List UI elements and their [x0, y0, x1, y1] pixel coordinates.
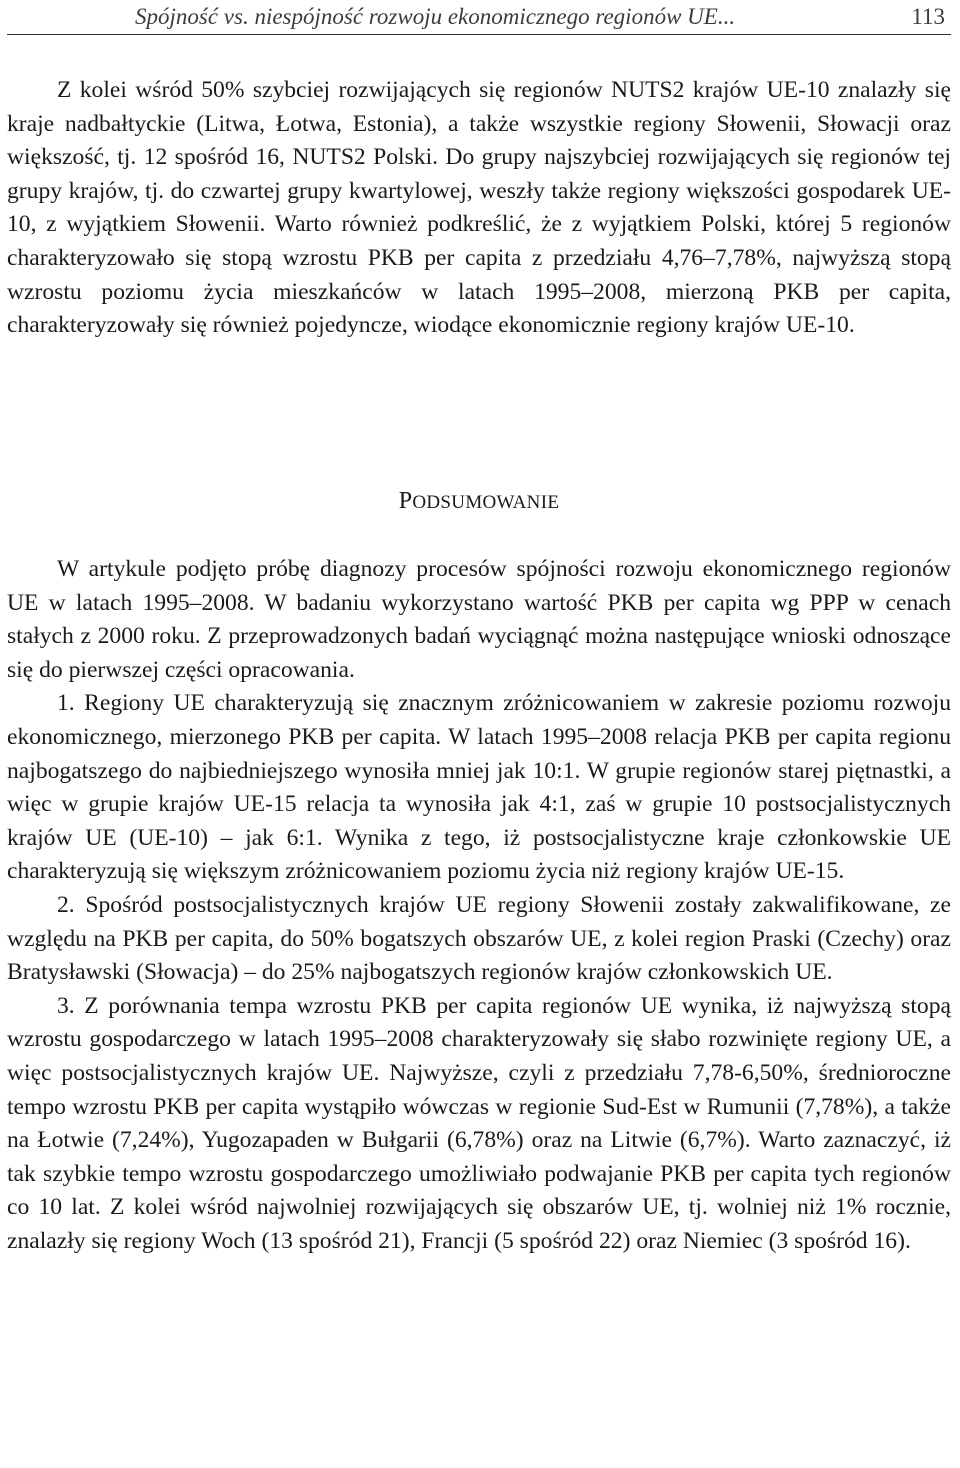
running-title: Spójność vs. niespójność rozwoju ekonomicznego regionów UE... [135, 4, 736, 29]
conclusion-1: 1. Regiony UE charakteryzują się znacznym zróżnicowaniem w zakresie poziomu rozwoju ekonomicznego, mierzonego PKB per capita. W latach 1995–2008 relacja PKB per capita regionu najbogatszego do najbiedniejszego wynosiła mniej jak 10:1. W grupie regionów starej piętnastki, a więc w grupie krajów UE-15 relacja ta wynosiła jak 4:1, zaś w grupie 10 postsocjalistycznych krajów UE (UE-10) – jak 6:1. Wynika z tego, iż postsocjalistyczne kraje członkowskie UE charakteryzują się większym zróżnicowaniem poziomu życia niż regiony krajów UE-15. [7, 690, 951, 885]
conclusion-3: 3. Z porównania tempa wzrostu PKB per capita regionów UE wynika, iż najwyższą stopą wzrostu gospodarczego w latach 1995–2008 charakteryzowały się słabo rozwinięte regiony UE, a więc postsocjalistycznych krajów UE. Najwyższe, czyli z przedziału 7,78-6,50%, średnioroczne tempo wzrostu PKB per capita wystąpiło wówczas w regionie Sud-Est w Rumunii (7,78%), a także na Łotwie (7,24%), Yugozapaden w Bułgarii (6,78%) oraz na Litwie (6,7%). Warto zaznaczyć, iż tak szybkie tempo wzrostu gospodarczego umożliwiało podwajanie PKB per capita tych regionów co 10 lat. Z kolei wśród najwolniej rozwijających się obszarów UE, tj. wolniej niż 1% rocznie, znalazły się regiony Woch (13 spośród 21), Francji (5 spośród 22) oraz Niemiec (3 spośród 16). [7, 992, 951, 1254]
summary-block [7, 553, 951, 1258]
section-heading-initial: P [398, 488, 413, 514]
section-heading [7, 488, 951, 515]
running-header [7, 0, 951, 35]
summary-paragraph: W artykule podjęto próbę diagnozy procesów spójności rozwoju ekonomicznego regionów UE w latach 1995–2008. W badaniu wykorzystano wartość PKB per capita wg PPP w cenach stałych z 2000 roku. Z przeprowadzonych badań wyciągnąć można następujące wnioski odnoszące się do pierwszej części opracowania. [7, 556, 951, 683]
conclusion-2: 2. Spośród postsocjalistycznych krajów UE regiony Słowenii zostały zakwalifikowane, ze względu na PKB per capita, do 50% bogatszych obszarów UE, z kolei region Praski (Czechy) oraz Bratysławski (Słowacja) – do 25% najbogatszych regionów krajów członkowskich UE. [7, 891, 951, 986]
section-heading-rest: ODSUMOWANIE [412, 492, 560, 513]
intro-paragraph: Z kolei wśród 50% szybciej rozwijających się regionów NUTS2 krajów UE-10 znalazły się kraje nadbałtyckie (Litwa, Łotwa, Estonia), a także wszystkie regiony Słowenii, Słowacji oraz większość, tj. 12 spośród 16, NUTS2 Polski. Do grupy najszybciej rozwijających się regionów tej grupy krajów, tj. do czwartej grupy kwartylowej, weszły także regiony większości gospodarek UE-10, z wyjątkiem Słowenii. Warto również podkreślić, że z wyjątkiem Polski, której 5 regionów charakteryzowało się stopą wzrostu PKB per capita z przedziału 4,76–7,78%, najwyższą stopą wzrostu poziomu życia mieszkańców w latach 1995–2008, mierzoną PKB per capita, charakteryzowały się również pojedyncze, wiodące ekonomicznie regiony krajów UE-10. [7, 77, 951, 339]
page-number: 113 [911, 4, 945, 29]
intro-block [7, 74, 951, 343]
document-page [7, 0, 951, 1254]
